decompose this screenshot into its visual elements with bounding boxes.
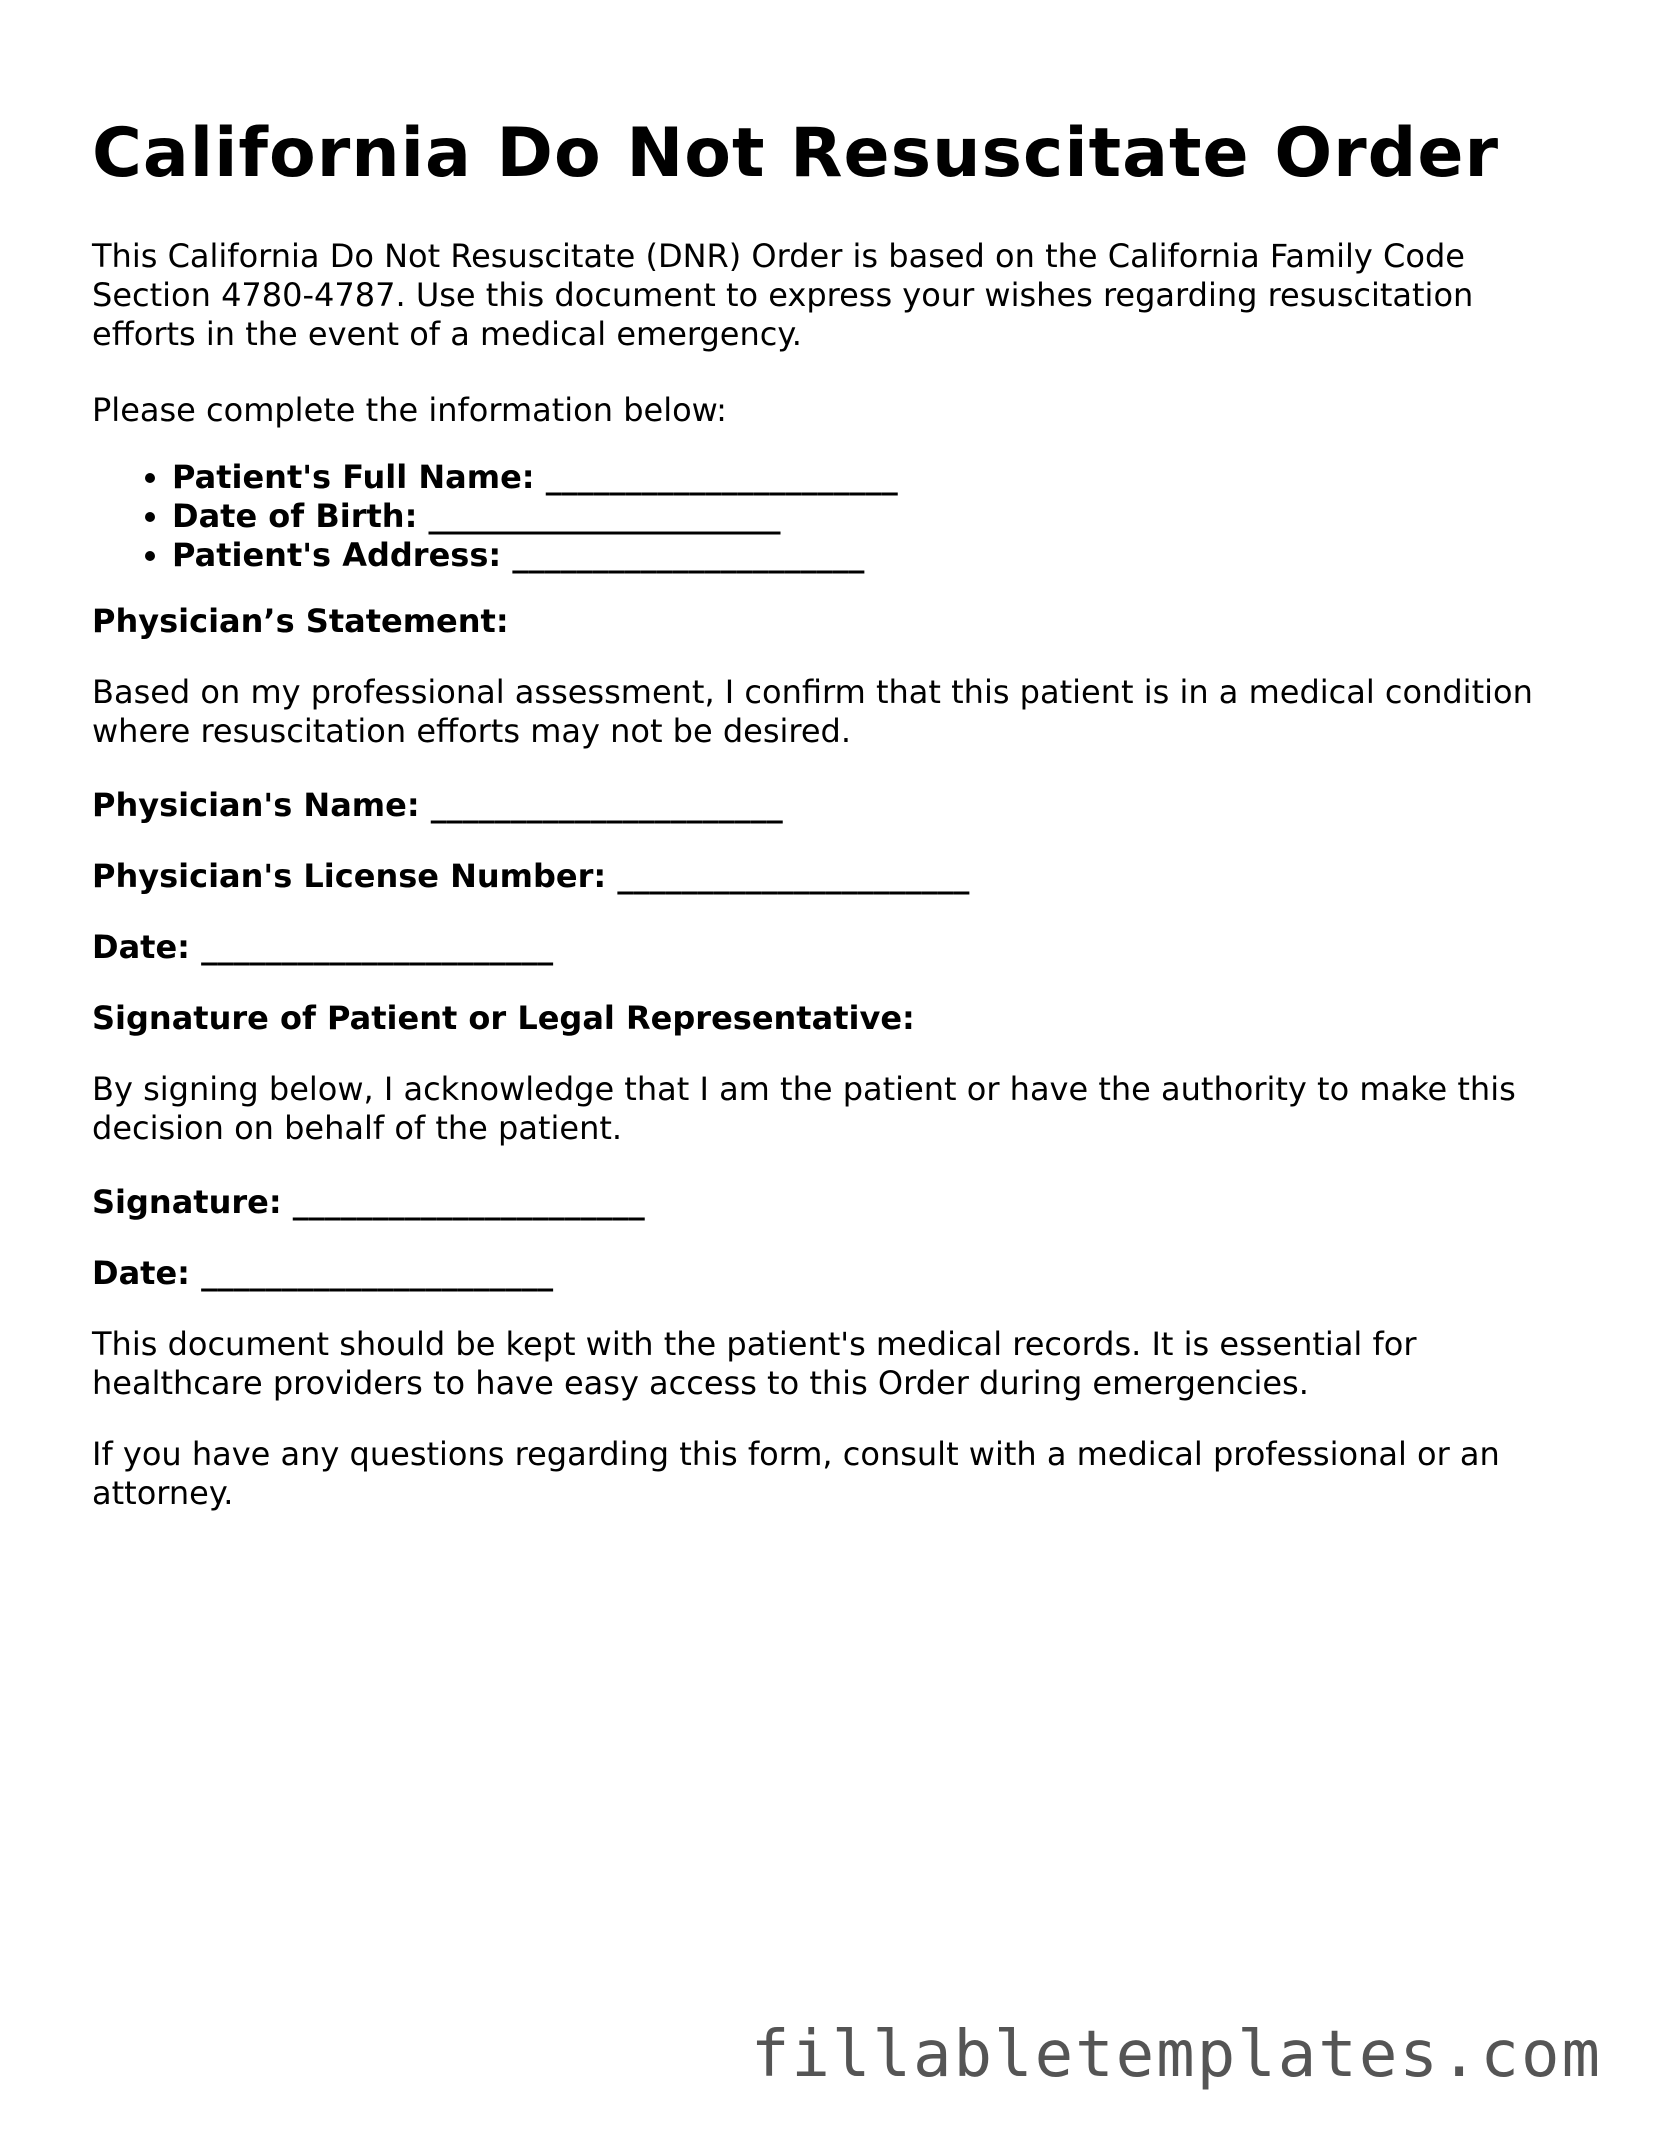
records-note: This document should be kept with the patient's medical records. It is essential for healthcare providers to have easy access to this Order during emergencies. [92, 1325, 1417, 1402]
watermark-text: fillabletemplates.com [750, 2018, 1602, 2092]
document-title: California Do Not Resuscitate Order [92, 114, 1499, 193]
signature-label: Signature: [92, 1183, 282, 1221]
date-of-birth-label: Date of Birth: [172, 497, 418, 535]
physician-date-field [92, 928, 1582, 967]
signature-blank[interactable]: ______________________ [292, 1183, 645, 1221]
signature-heading: Signature of Patient or Legal Representative: [92, 999, 915, 1037]
physician-statement-heading: Physician’s Statement: [92, 602, 509, 640]
date-of-birth-blank[interactable]: ______________________ [428, 497, 781, 535]
physician-date-blank[interactable]: ______________________ [201, 928, 554, 966]
physician-license-label: Physician's License Number: [92, 857, 607, 895]
physician-statement-text: Based on my professional assessment, I confirm that this patient is in a medical condition where resuscitation efforts may not be desired. [92, 673, 1533, 750]
signature-date-blank[interactable]: ______________________ [201, 1254, 554, 1292]
signature-field [92, 1183, 1582, 1222]
patient-address-field [172, 536, 898, 575]
patient-fields-list [92, 458, 898, 575]
physician-date-label: Date: [92, 928, 190, 966]
questions-note: If you have any questions regarding this form, consult with a medical professional or an attorney. [92, 1435, 1500, 1512]
patient-name-field [172, 458, 898, 497]
patient-name-blank[interactable]: ______________________ [545, 458, 898, 496]
instruction-text: Please complete the information below: [92, 391, 727, 429]
patient-address-blank[interactable]: ______________________ [512, 536, 865, 574]
signature-date-field [92, 1254, 1582, 1293]
signature-statement-text: By signing below, I acknowledge that I am the patient or have the authority to make this decision on behalf of the patient. [92, 1070, 1516, 1147]
physician-name-label: Physician's Name: [92, 786, 420, 824]
patient-name-label: Patient's Full Name: [172, 458, 535, 496]
signature-date-label: Date: [92, 1254, 190, 1292]
physician-name-blank[interactable]: ______________________ [430, 786, 783, 824]
physician-name-field [92, 786, 1582, 825]
date-of-birth-field [172, 497, 898, 536]
intro-paragraph: This California Do Not Resuscitate (DNR) Order is based on the California Family Code Section 4780-4787. Use this document to express your wishes regarding resuscitation efforts in the event of a medical emergency. [92, 237, 1474, 353]
physician-license-field [92, 857, 1582, 896]
patient-address-label: Patient's Address: [172, 536, 502, 574]
physician-license-blank[interactable]: ______________________ [617, 857, 970, 895]
